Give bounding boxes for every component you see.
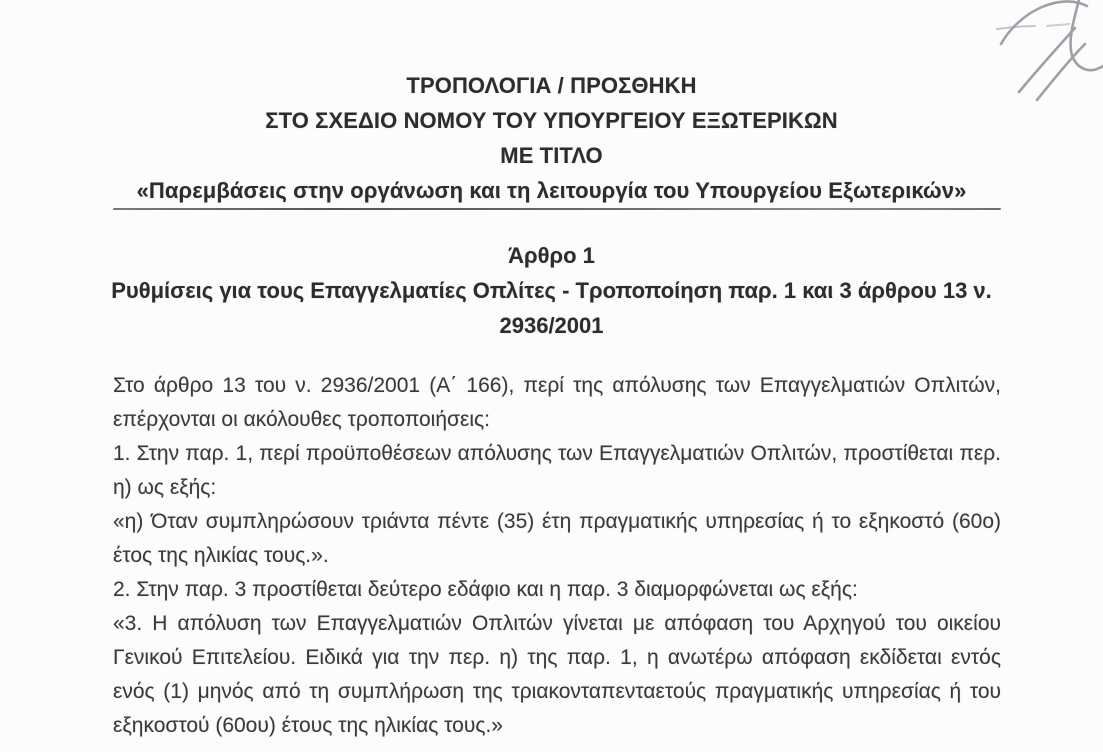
document-header <box>0 68 1103 208</box>
document-text-line: Στο άρθρο 13 του ν. 2936/2001 (Α΄ 166), περί της απόλυσης των Επαγγελματιών Οπλιτών, <box>113 374 1001 397</box>
article-title-line-2: 2936/2001 <box>499 313 604 338</box>
document-body <box>113 369 1001 743</box>
document-text-line: επέρχονται οι ακόλουθες τροποποιήσεις: <box>113 408 490 431</box>
article-title-line-1: Ρυθμίσεις για τους Επαγγελματίες Οπλίτες - Τροποποίηση παρ. 1 και 3 άρθρου 13 ν. <box>111 278 992 303</box>
document-text-line: ενός (1) μηνός από τη συμπλήρωση της τριακονταπενταετούς πραγματικής υπηρεσίας ή του <box>113 680 1001 703</box>
document-text-line: «η) Όταν συμπληρώσουν τριάντα πέντε (35) έτη πραγματικής υπηρεσίας ή το εξηκοστό (60ο) <box>113 510 1001 533</box>
handwritten-signature-scribble <box>991 0 1103 108</box>
horizontal-divider <box>113 208 1001 210</box>
header-line-with-title: ΜΕ ΤΙΤΛΟ <box>500 143 603 168</box>
article-number: Άρθρο 1 <box>508 243 595 268</box>
document-text-line: έτος της ηλικίας τους.». <box>113 544 329 567</box>
header-line-amendment: ΤΡΟΠΟΛΟΓΙΑ / ΠΡΟΣΘΗΚΗ <box>406 73 697 98</box>
document-text-line: «3. Η απόλυση των Επαγγελματιών Οπλιτών γίνεται με απόφαση του Αρχηγού του οικείου <box>113 612 1001 635</box>
document-text-line: 2. Στην παρ. 3 προστίθεται δεύτερο εδάφιο και η παρ. 3 διαμορφώνεται ως εξής: <box>113 578 858 601</box>
header-line-draft-law: ΣΤΟ ΣΧΕΔΙΟ ΝΟΜΟΥ ΤΟΥ ΥΠΟΥΡΓΕΙΟΥ ΕΞΩΤΕΡΙΚΩΝ <box>265 108 838 133</box>
document-text-line: εξηκοστού (60ου) έτους της ηλικίας τους.» <box>113 714 503 737</box>
header-line-law-title: «Παρεμβάσεις στην οργάνωση και τη λειτουργία του Υπουργείου Εξωτερικών» <box>136 178 967 203</box>
document-text-line: 1. Στην παρ. 1, περί προϋποθέσεων απόλυσης των Επαγγελματιών Οπλιτών, προστίθεται περ. <box>113 442 1001 465</box>
article-heading <box>0 238 1103 343</box>
document-text-line: η) ως εξής: <box>113 476 217 499</box>
document-text-line: Γενικού Επιτελείου. Ειδικά για την περ. η) της παρ. 1, η ανωτέρω απόφαση εκδίδεται εντός <box>113 646 1001 669</box>
